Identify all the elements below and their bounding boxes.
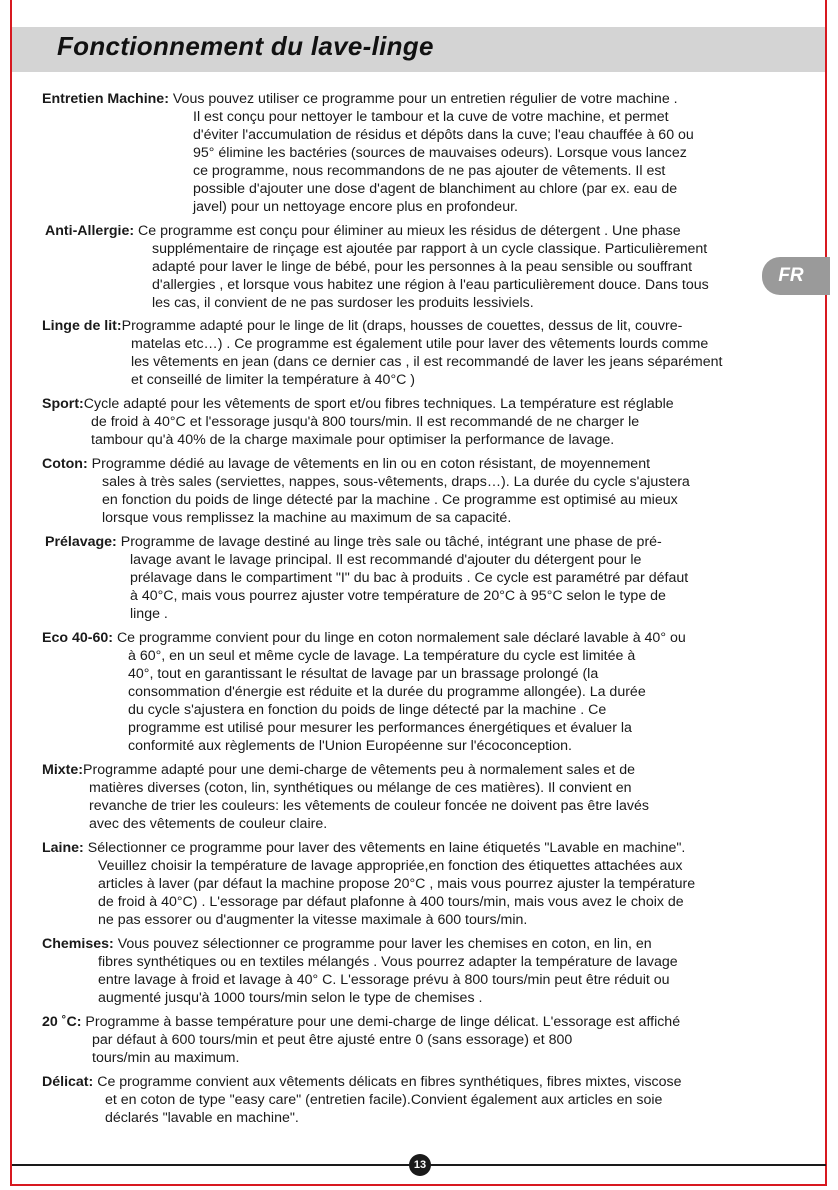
program-desc-line: lorsque vous remplissez la machine au maximum de sa capacité. — [102, 510, 512, 526]
footer-rule-left — [12, 1164, 410, 1166]
program-entry — [42, 761, 802, 833]
program-desc-line: Programme adapté pour le linge de lit (draps, housses de couettes, dessus de lit, couvre- — [121, 318, 683, 334]
program-desc-line: d'allergies , et lorsque vous habitez une région à l'eau particulièrement douce. Dans tous — [152, 277, 709, 293]
program-desc-line: adapté pour laver le linge de bébé, pour les personnes à la peau sensible ou souffrant — [152, 259, 693, 275]
program-desc-line: Programme à basse température pour une demi-charge de linge délicat. L'essorage est affiché — [85, 1014, 681, 1030]
program-desc-line: matières diverses (coton, lin, synthétiques ou mélange de ces matières). Il convient en — [89, 780, 632, 796]
program-desc-line: Sélectionner ce programme pour laver des vêtements en laine étiquetés "Lavable en machine". — [87, 840, 686, 856]
program-list — [42, 90, 802, 1135]
program-entry — [42, 1013, 802, 1067]
program-desc-line: entre lavage à froid et lavage à 40° C. L'essorage prévu à 800 tours/min peut être réduit ou — [98, 972, 670, 988]
program-desc-line: javel) pour un nettoyage encore plus en profondeur. — [193, 199, 518, 215]
program-desc-line: programme est utilisé pour mesurer les performances énergétiques et évaluer la — [128, 720, 632, 736]
program-desc-line: par défaut à 600 tours/min et peut être ajusté entre 0 (sans essorage) et 800 — [92, 1032, 573, 1048]
program-entry — [42, 839, 802, 929]
program-term: 20 ˚C: — [42, 1014, 82, 1030]
program-desc-line: Veuillez choisir la température de lavage appropriée,en fonction des étiquettes attachées aux — [98, 858, 683, 874]
program-desc-line: 40°, tout en garantissant le résultat de lavage par un brassage prolongé (la — [128, 666, 599, 682]
program-desc-line: augmenté jusqu'à 1000 tours/min selon le type de chemises . — [98, 990, 483, 1006]
program-desc-line: matelas etc…) . Ce programme est également utile pour laver des vêtements lourds comme — [131, 336, 709, 352]
program-desc-line: articles à laver (par défaut la machine propose 20°C , mais vous pourrez ajuster la température — [98, 876, 696, 892]
program-desc-line: Cycle adapté pour les vêtements de sport et/ou fibres techniques. La température est réglable — [83, 396, 674, 412]
program-term: Délicat: — [42, 1074, 94, 1090]
program-term: Entretien Machine: — [42, 91, 169, 107]
program-desc-line: Il est conçu pour nettoyer le tambour et la cuve de votre machine, et permet — [193, 109, 669, 125]
program-desc-line: de froid à 40°C) . L'essorage par défaut plafonne à 400 tours/min, mais vous avez le choix de — [98, 894, 684, 910]
program-desc-line: tours/min au maximum. — [92, 1050, 240, 1066]
program-desc-line: déclarés "lavable en machine". — [105, 1110, 299, 1126]
page-number: 13 — [409, 1154, 431, 1176]
program-desc-line: et en coton de type "easy care" (entretien facile).Convient également aux articles en soie — [105, 1092, 663, 1108]
program-term: Prélavage: — [45, 534, 117, 550]
program-term: Sport: — [42, 396, 84, 412]
program-desc-line: Vous pouvez utiliser ce programme pour un entretien régulier de votre machine . — [172, 91, 678, 107]
program-term: Linge de lit: — [42, 318, 122, 334]
program-desc-line: consommation d'énergie est réduite et la durée du programme allongée). La durée — [128, 684, 646, 700]
program-desc-line: d'éviter l'accumulation de résidus et dépôts dans la cuve; l'eau chauffée à 60 ou — [193, 127, 694, 143]
program-desc-line: du cycle s'ajustera en fonction du poids de linge détecté par la machine . Ce — [128, 702, 607, 718]
program-desc-line: conformité aux règlements de l'Union Européenne sur l'écoconception. — [128, 738, 572, 754]
program-term: Laine: — [42, 840, 84, 856]
program-desc-line: ne pas essorer ou d'augmenter la vitesse maximale à 600 tours/min. — [98, 912, 528, 928]
program-desc-line: à 40°C, mais vous pourrez ajuster votre température de 20°C à 95°C selon le type de — [130, 588, 666, 604]
program-desc-line: supplémentaire de rinçage est ajoutée par rapport à un cycle classique. Particulièrement — [152, 241, 708, 257]
program-desc-line: en fonction du poids de linge détecté par la machine . Ce programme est optimisé au mieux — [102, 492, 678, 508]
program-desc-line: de froid à 40°C et l'essorage jusqu'à 800 tours/min. Il est recommandé de ne charger le — [91, 414, 640, 430]
language-tab: FR — [762, 257, 830, 295]
program-entry — [42, 317, 802, 389]
program-desc-line: fibres synthétiques ou en textiles mélangés . Vous pourrez adapter la température de lavage — [98, 954, 678, 970]
program-entry — [42, 935, 802, 1007]
program-entry — [42, 90, 802, 216]
program-entry — [42, 222, 802, 312]
program-desc-line: Programme de lavage destiné au linge très sale ou tâché, intégrant une phase de pré- — [120, 534, 662, 550]
program-desc-line: Programme adapté pour une demi-charge de vêtements peu à normalement sales et de — [83, 762, 636, 778]
program-desc-line: lavage avant le lavage principal. Il est recommandé d'ajouter du détergent pour le — [130, 552, 642, 568]
program-term: Chemises: — [42, 936, 114, 952]
program-desc-line: Vous pouvez sélectionner ce programme pour laver les chemises en coton, en lin, en — [117, 936, 652, 952]
program-entry — [42, 455, 802, 527]
program-desc-line: possible d'ajouter une dose d'agent de blanchiment au chlore (par ex. eau de — [193, 181, 678, 197]
program-desc-line: avec des vêtements de couleur claire. — [89, 816, 328, 832]
footer-rule-right — [430, 1164, 826, 1166]
program-term: Anti-Allergie: — [45, 223, 135, 239]
program-desc-line: et conseillé de limiter la température à 40°C ) — [131, 372, 416, 388]
program-desc-line: linge . — [130, 606, 168, 622]
program-desc-line: Programme dédié au lavage de vêtements en lin ou en coton résistant, de moyennement — [91, 456, 651, 472]
program-term: Eco 40-60: — [42, 630, 113, 646]
program-desc-line: Ce programme convient aux vêtements délicats en fibres synthétiques, fibres mixtes, viscose — [97, 1074, 682, 1090]
program-entry — [42, 395, 802, 449]
program-desc-line: ce programme, nous recommandons de ne pas ajouter de vêtements. Il est — [193, 163, 666, 179]
program-entry — [42, 629, 802, 755]
program-term: Mixte: — [42, 762, 83, 778]
program-desc-line: tambour qu'à 40% de la charge maximale pour optimiser la performance de lavage. — [91, 432, 615, 448]
program-desc-line: Ce programme convient pour du linge en coton normalement sale déclaré lavable à 40° ou — [116, 630, 686, 646]
program-desc-line: sales à très sales (serviettes, nappes, sous-vêtements, draps…). La durée du cycle s'ajustera — [102, 474, 690, 490]
page-title: Fonctionnement du lave-linge — [57, 31, 434, 61]
program-desc-line: les vêtements en jean (dans ce dernier cas , il est recommandé de laver les jeans séparément — [131, 354, 723, 370]
program-desc-line: 95° élimine les bactéries (sources de mauvaises odeurs). Lorsque vous lancez — [193, 145, 687, 161]
program-desc-line: prélavage dans le compartiment "I" du bac à produits . Ce cycle est paramétré par défaut — [130, 570, 689, 586]
program-desc-line: à 60°, en un seul et même cycle de lavage. La température du cycle est limitée à — [128, 648, 636, 664]
program-entry — [42, 533, 802, 623]
program-term: Coton: — [42, 456, 88, 472]
program-desc-line: les cas, il convient de ne pas surdoser les produits lessiviels. — [152, 295, 534, 311]
program-desc-line: revanche de trier les couleurs: les vêtements de couleur foncée ne doivent pas être lavés — [89, 798, 649, 814]
program-desc-line: Ce programme est conçu pour éliminer au mieux les résidus de détergent . Une phase — [138, 223, 681, 239]
program-entry — [42, 1073, 802, 1127]
